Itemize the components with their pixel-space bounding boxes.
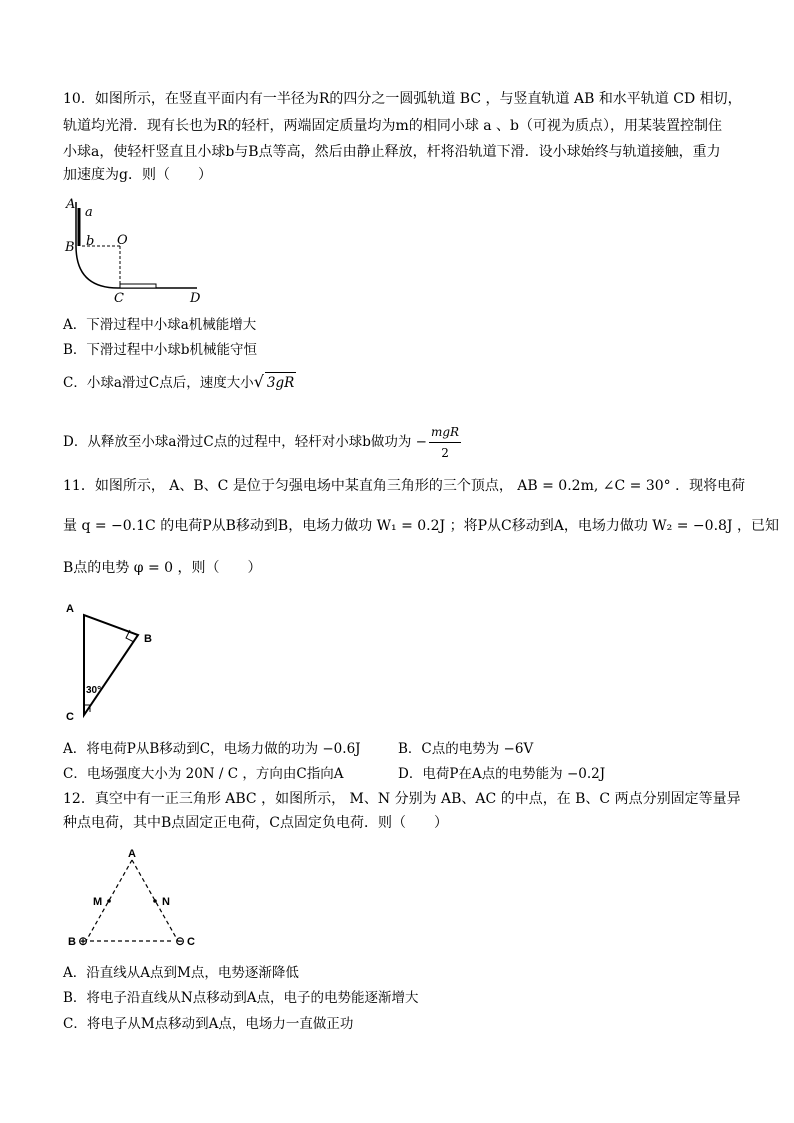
q10-label-O: O: [117, 233, 128, 248]
q11-option-d: D．电荷P在A点的电势能为 −0.2J: [398, 766, 606, 782]
q10-stem-line-3: 小球a，使轻杆竖直且小球b与B点等高，然后由静止释放，杆将沿轨道下滑．设小球始终与轨道接触，重力: [63, 144, 721, 160]
q12-figure: [62, 846, 212, 956]
q10-figure: [62, 196, 222, 306]
q10-option-d-fraction: [429, 422, 461, 463]
q11-figure: [62, 600, 172, 725]
q12-label-A: A: [128, 848, 136, 860]
q10-stem-line-4: 加速度为g．则（ ）: [63, 167, 212, 183]
q10-option-c: C．小球a滑过C点后，速度大小√ 3gR: [63, 372, 295, 391]
q10-option-d-text: D．从释放至小球a滑过C点的过程中，轻杆对小球b做功为 −: [63, 434, 427, 450]
q10-label-a: a: [85, 205, 93, 220]
q12-label-N: N: [162, 896, 170, 908]
q11-option-a: A．将电荷P从B移动到C，电场力做的功为 −0.6J: [63, 741, 361, 757]
q10-option-b: B．下滑过程中小球b机械能守恒: [63, 342, 258, 358]
q11-label-B: B: [144, 633, 152, 645]
q12-label-B: B: [68, 936, 76, 948]
q11-stem-line-3: B点的电势 φ = 0 ，则（ ）: [63, 560, 262, 576]
q11-option-b: B．C点的电势为 −6V: [398, 741, 534, 757]
q10-option-a: A．下滑过程中小球a机械能增大: [63, 317, 257, 333]
q10-stem-line-2: 轨道均光滑．现有长也为R的轻杆，两端固定质量均为m的相同小球 a 、b（可视为质点），用某装置控制住: [63, 118, 723, 134]
q11-stem-line-2: 量 q = −0.1C 的电荷P从B移动到B，电场力做功 W₁ = 0.2J ；将P从C移动到A，电场力做功 W₂ = −0.8J ，已知: [63, 518, 779, 534]
q10-label-b: b: [86, 234, 95, 249]
q10-option-c-math: 3gR: [265, 372, 296, 393]
q10-option-d-den: 2: [441, 446, 449, 460]
q12-charge-negative: ⊖: [175, 934, 186, 948]
q12-point-m: [107, 899, 111, 903]
q10-rod-horizontal: [120, 284, 156, 288]
q12-option-b: B．将电子沿直线从N点移动到A点，电子的电势能逐渐增大: [63, 990, 419, 1006]
q11-stem-line-1: 11．如图所示， A、B、C 是位于匀强电场中某直角三角形的三个顶点， AB = 0.2m, ∠C = 30° ．现将电荷: [63, 478, 746, 494]
q10-label-C: C: [114, 291, 124, 306]
q10-stem-line-1: 10．如图所示，在竖直平面内有一半径为R的四分之一圆弧轨道 BC ，与竖直轨道 AB 和水平轨道 CD 相切，: [63, 91, 742, 107]
q12-label-M: M: [93, 896, 103, 908]
q10-option-d: [63, 422, 461, 463]
q10-label-D: D: [190, 291, 201, 306]
q12-option-c: C．将电子从M点移动到A点，电场力一直做正功: [63, 1016, 354, 1032]
q11-option-c: C．电场强度大小为 20N / C ，方向由C指向A: [63, 766, 344, 782]
q11-label-A: A: [66, 603, 74, 615]
q10-label-B: B: [65, 240, 75, 255]
q12-stem-line-2: 种点电荷，其中B点固定正电荷，C点固定负电荷．则（ ）: [63, 815, 448, 831]
q10-label-A: A: [66, 197, 76, 212]
q10-option-d-num: mgR: [429, 422, 461, 443]
q12-option-a: A．沿直线从A点到M点，电势逐渐降低: [63, 965, 299, 981]
q11-label-angle: 30°: [86, 685, 102, 696]
q12-point-n: [153, 899, 157, 903]
q11-label-C: C: [66, 711, 74, 723]
q10-track-arc: [76, 246, 118, 288]
q10-option-c-text: C．小球a滑过C点后，速度大小: [63, 375, 254, 391]
q12-charge-positive: ⊕: [78, 934, 89, 948]
q12-label-C: C: [187, 936, 195, 948]
q12-stem-line-1: 12．真空中有一正三角形 ABC ，如图所示， M、N 分别为 AB、AC 的中点，在 B、C 两点分别固定等量异: [63, 791, 741, 807]
